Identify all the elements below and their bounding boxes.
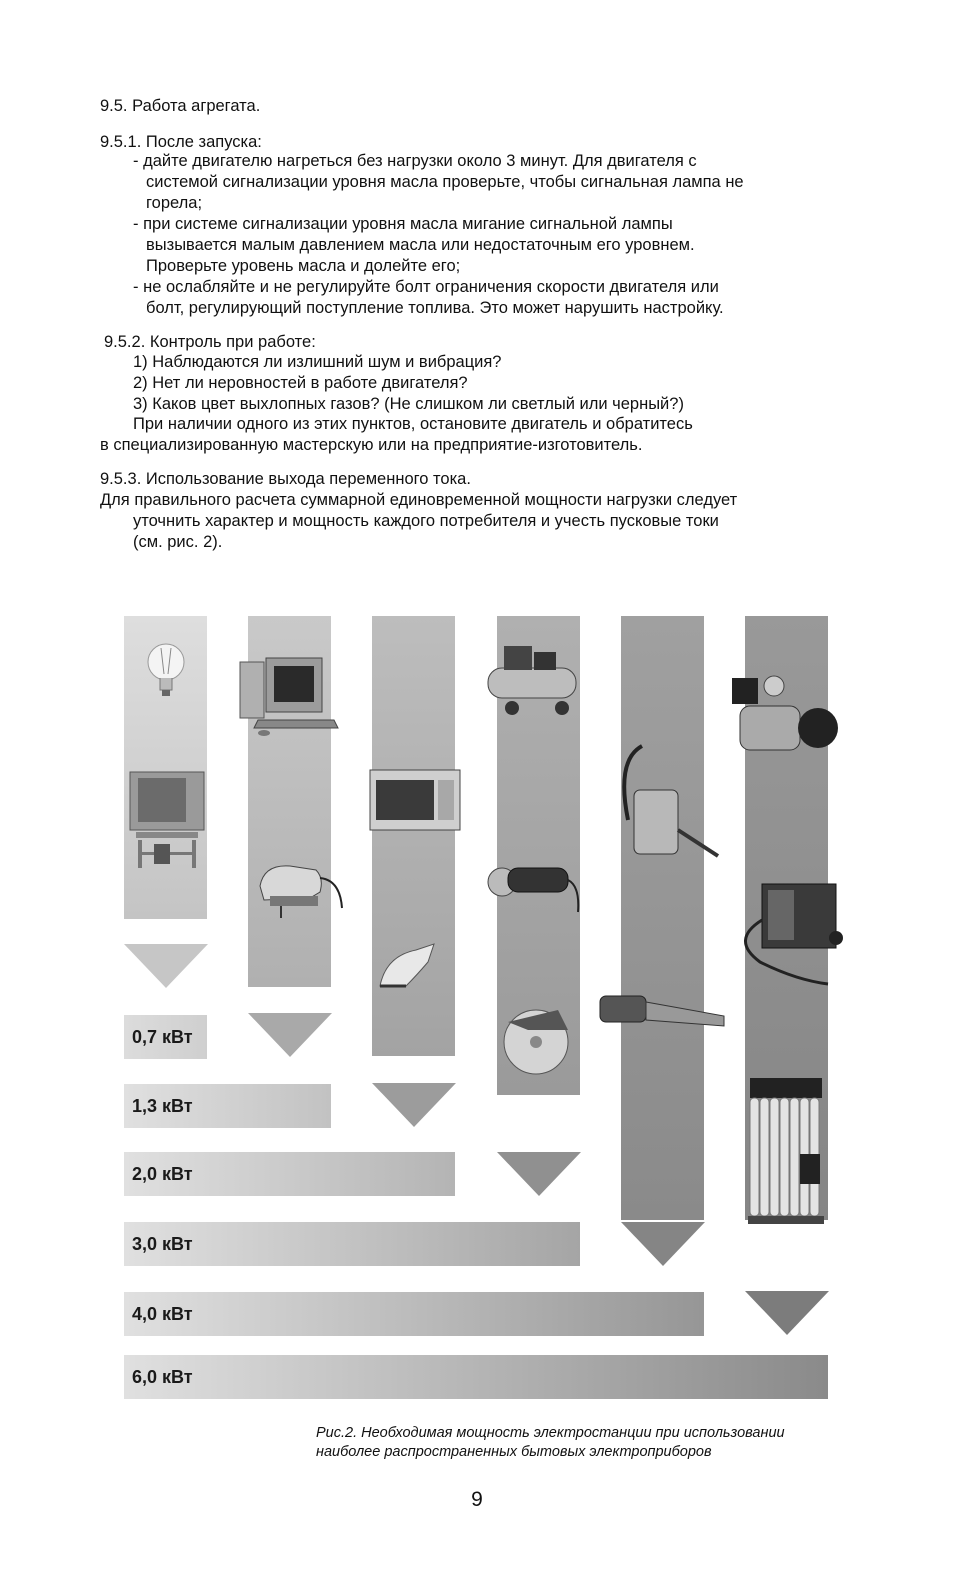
sub1-line: Проверьте уровень масла и долейте его;	[146, 257, 461, 275]
iron-icon	[376, 936, 440, 994]
power-label: 1,3 кВт	[132, 1095, 193, 1116]
angle-grinder-icon	[484, 852, 584, 916]
arrow-down-icon	[745, 1291, 829, 1335]
power-bar	[124, 1152, 455, 1196]
welding-machine-icon	[736, 880, 846, 990]
circular-saw-icon	[498, 1000, 576, 1078]
section-heading: 9.5. Работа агрегата.	[100, 97, 261, 115]
sub2-title: 9.5.2. Контроль при работе:	[104, 333, 316, 351]
sub2-item: 3) Каков цвет выхлопных газов? (Не слишком ли светлый или черный?)	[133, 395, 684, 413]
sub1-line: - не ослабляйте и не регулируйте болт ограничения скорости двигателя или	[133, 278, 719, 296]
sub2-note: При наличии одного из этих пунктов, остановите двигатель и обратитесь	[133, 415, 693, 433]
sub1-line: - при системе сигнализации уровня масла мигание сигнальной лампы	[133, 215, 673, 233]
sub1-line: вызывается малым давлением масла или недостаточным его уровнем.	[146, 236, 695, 254]
jigsaw-icon	[250, 858, 346, 922]
sub3-line: Для правильного расчета суммарной единовременной мощности нагрузки следует	[100, 491, 738, 509]
figure-caption	[316, 1424, 785, 1462]
sub1-line: - дайте двигателю нагреться без нагрузки около 3 минут. Для двигателя с	[133, 152, 697, 170]
power-label: 0,7 кВт	[132, 1026, 193, 1047]
power-bar	[124, 1292, 704, 1336]
column-4-0kw	[621, 616, 704, 1220]
arrow-down-icon	[497, 1152, 581, 1196]
light-bulb-icon	[140, 638, 192, 704]
computer-icon	[238, 656, 342, 738]
sub1-line: системой сигнализации уровня масла проверьте, чтобы сигнальная лампа не	[146, 173, 744, 191]
sub1-line: болт, регулирующий поступление топлива. Это может нарушить настройку.	[146, 299, 724, 317]
caption-line: наиболее распространенных бытовых электроприборов	[316, 1444, 712, 1460]
arrow-down-icon	[248, 1013, 332, 1057]
power-label: 2,0 кВт	[132, 1163, 193, 1184]
air-compressor-icon	[484, 638, 582, 720]
sub3-line: уточнить характер и мощность каждого потребителя и учесть пусковые токи	[133, 512, 719, 530]
sub1-line: горела;	[146, 194, 203, 212]
sub3-title: 9.5.3. Использование выхода переменного тока.	[100, 470, 471, 488]
sub1-title: 9.5.1. После запуска:	[100, 133, 262, 151]
sub2-item: 2) Нет ли неровностей в работе двигателя?	[133, 374, 468, 392]
microwave-oven-icon	[368, 766, 462, 834]
power-label: 6,0 кВт	[132, 1366, 193, 1387]
water-pump-icon	[730, 672, 840, 762]
sub2-note: в специализированную мастерскую или на предприятие-изготовитель.	[100, 436, 643, 454]
caption-line: Рис.2. Необходимая мощность электростанции при использовании	[316, 1425, 785, 1441]
arrow-down-icon	[372, 1083, 456, 1127]
page-number: 9	[471, 1488, 483, 1511]
power-bar	[124, 1084, 331, 1128]
power-bar	[124, 1015, 207, 1059]
power-label: 4,0 кВт	[132, 1303, 193, 1324]
sub3-line: (см. рис. 2).	[133, 533, 223, 551]
power-bar	[124, 1355, 828, 1399]
tv-set-icon	[128, 770, 206, 870]
chainsaw-icon	[598, 990, 728, 1044]
sub2-item: 1) Наблюдаются ли излишний шум и вибрация?	[133, 353, 502, 371]
power-bar	[124, 1222, 580, 1266]
arrow-down-icon	[124, 944, 208, 988]
vacuum-cleaner-icon	[614, 740, 724, 864]
oil-heater-icon	[744, 1074, 828, 1230]
arrow-down-icon	[621, 1222, 705, 1266]
power-label: 3,0 кВт	[132, 1233, 193, 1254]
